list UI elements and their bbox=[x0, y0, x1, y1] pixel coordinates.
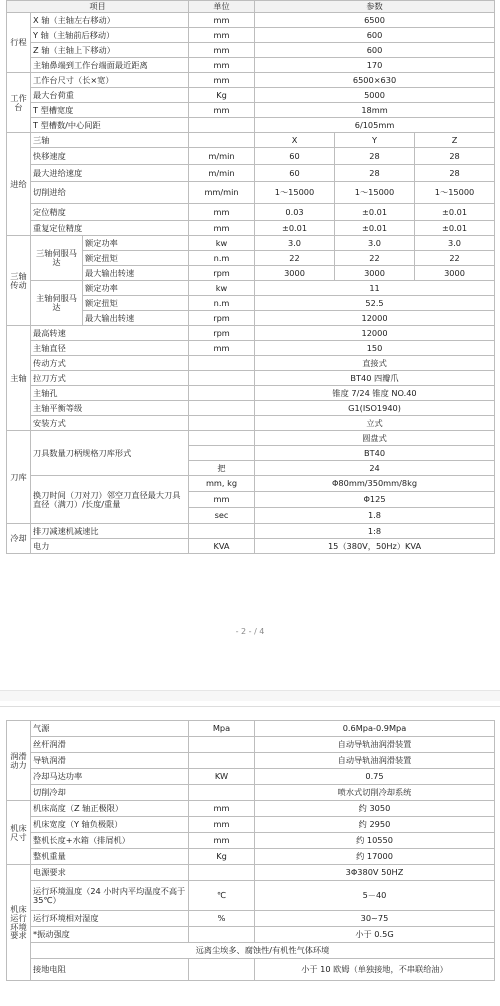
row-unit bbox=[189, 737, 255, 753]
row-value: 自动导轨油润滑装置 bbox=[255, 737, 495, 753]
axis-y-header: Y bbox=[335, 133, 415, 148]
table-row bbox=[7, 476, 495, 492]
row-label: 安装方式 bbox=[31, 416, 189, 431]
row-label: 快移速度 bbox=[31, 148, 189, 165]
axis-x-header: X bbox=[255, 133, 335, 148]
table-row bbox=[7, 416, 495, 431]
row-value: 约 2950 bbox=[255, 817, 495, 833]
axes-label: 三轴 bbox=[31, 133, 189, 148]
row-unit: mm bbox=[189, 833, 255, 849]
row-value-x: 0.03 bbox=[255, 204, 335, 221]
row-value: 立式 bbox=[255, 416, 495, 431]
row-value-x: 1～15000 bbox=[255, 182, 335, 204]
row-label: 主轴鼻端到工作台端面最近距离 bbox=[31, 58, 189, 73]
table-row bbox=[7, 865, 495, 881]
row-unit: Kg bbox=[189, 88, 255, 103]
row-value-y: 1～15000 bbox=[335, 182, 415, 204]
row-value: 1:8 bbox=[255, 524, 495, 539]
row-value: 18mm bbox=[255, 103, 495, 118]
row-unit: mm bbox=[189, 817, 255, 833]
row-label: 刀具数量刀柄规格刀库形式 bbox=[31, 431, 189, 476]
row-unit bbox=[189, 753, 255, 769]
row-label: X 轴（主轴左右移动） bbox=[31, 13, 189, 28]
spec-table-page-1 bbox=[6, 0, 495, 554]
table-row bbox=[7, 133, 495, 148]
category-size: 机床尺寸 bbox=[7, 801, 31, 865]
table-row bbox=[7, 386, 495, 401]
row-unit: KW bbox=[189, 769, 255, 785]
row-unit: Kg bbox=[189, 849, 255, 865]
table-row bbox=[7, 431, 495, 446]
row-label: 导轨润滑 bbox=[31, 753, 189, 769]
table-row bbox=[7, 204, 495, 221]
row-label: 整机重量 bbox=[31, 849, 189, 865]
row-value-x: 60 bbox=[255, 148, 335, 165]
table-row bbox=[7, 959, 495, 981]
row-value-y: ±0.01 bbox=[335, 221, 415, 236]
row-value: 约 3050 bbox=[255, 801, 495, 817]
category-feed: 进给 bbox=[7, 133, 31, 236]
row-unit: 把 bbox=[189, 461, 255, 476]
row-value: 3Φ380V 50HZ bbox=[255, 865, 495, 881]
header-param: 参数 bbox=[255, 1, 495, 13]
table-row bbox=[7, 118, 495, 133]
row-label: T 型槽宽度 bbox=[31, 103, 189, 118]
table-row bbox=[7, 943, 495, 959]
row-value-y: ±0.01 bbox=[335, 204, 415, 221]
header-row bbox=[7, 1, 495, 13]
page-number: - 2 - / 4 bbox=[235, 627, 265, 636]
row-unit: n.m bbox=[189, 251, 255, 266]
row-unit bbox=[189, 446, 255, 461]
row-value: 小于 0.5G bbox=[255, 927, 495, 943]
row-unit: ℃ bbox=[189, 881, 255, 911]
row-value: 6500 bbox=[255, 13, 495, 28]
row-label: 最大输出转速 bbox=[83, 311, 189, 326]
group-label: 三轴伺服马达 bbox=[31, 236, 83, 281]
row-unit bbox=[189, 386, 255, 401]
row-value-x: 22 bbox=[255, 251, 335, 266]
category-spindle: 主轴 bbox=[7, 326, 31, 431]
row-label: 电源要求 bbox=[31, 865, 189, 881]
category-travel: 行程 bbox=[7, 13, 31, 73]
row-value: 150 bbox=[255, 341, 495, 356]
row-value: 直接式 bbox=[255, 356, 495, 371]
row-value: 自动导轨油润滑装置 bbox=[255, 753, 495, 769]
row-value: 喷水式切削冷却系统 bbox=[255, 785, 495, 801]
table-row bbox=[7, 881, 495, 911]
row-label: 机床高度（Z 轴正极限） bbox=[31, 801, 189, 817]
row-unit: rpm bbox=[189, 311, 255, 326]
row-value-z: 22 bbox=[415, 251, 495, 266]
row-unit: mm bbox=[189, 103, 255, 118]
row-unit: n.m bbox=[189, 296, 255, 311]
row-value-y: 3.0 bbox=[335, 236, 415, 251]
spec-table-page-2 bbox=[6, 720, 495, 981]
table-row bbox=[7, 182, 495, 204]
row-value-x: 60 bbox=[255, 165, 335, 182]
table-row bbox=[7, 103, 495, 118]
row-value: 15（380V，50Hz）KVA bbox=[255, 539, 495, 554]
row-unit bbox=[189, 371, 255, 386]
table-row bbox=[7, 371, 495, 386]
row-label: 最大进给速度 bbox=[31, 165, 189, 182]
row-value: 6500×630 bbox=[255, 73, 495, 88]
table-row bbox=[7, 833, 495, 849]
row-unit bbox=[189, 416, 255, 431]
row-label: 拉刀方式 bbox=[31, 371, 189, 386]
table-row bbox=[7, 165, 495, 182]
row-value-y: 28 bbox=[335, 165, 415, 182]
row-label: 排刀减速机减速比 bbox=[31, 524, 189, 539]
row-value: 5－40 bbox=[255, 881, 495, 911]
row-value: Φ80mm/350mm/8kg bbox=[255, 476, 495, 492]
page-separator bbox=[0, 690, 500, 701]
row-label: 重复定位精度 bbox=[31, 221, 189, 236]
header-item: 项目 bbox=[7, 1, 189, 13]
table-row bbox=[7, 88, 495, 103]
table-row bbox=[7, 753, 495, 769]
row-unit: kw bbox=[189, 281, 255, 296]
table-row bbox=[7, 737, 495, 753]
row-label: 最大台荷重 bbox=[31, 88, 189, 103]
row-unit bbox=[189, 524, 255, 539]
row-unit: KVA bbox=[189, 539, 255, 554]
row-label: 主轴孔 bbox=[31, 386, 189, 401]
table-row bbox=[7, 58, 495, 73]
row-unit bbox=[189, 865, 255, 881]
row-label: 传动方式 bbox=[31, 356, 189, 371]
category-environment: 机床运行环境要求 bbox=[7, 865, 31, 981]
table-row bbox=[7, 341, 495, 356]
row-value-z: 28 bbox=[415, 165, 495, 182]
row-label: 机床宽度（Y 轴负极限） bbox=[31, 817, 189, 833]
table-row bbox=[7, 148, 495, 165]
row-unit: % bbox=[189, 911, 255, 927]
row-unit: rpm bbox=[189, 326, 255, 341]
row-value: 圆盘式 bbox=[255, 431, 495, 446]
group-label: 主轴伺服马达 bbox=[31, 281, 83, 326]
row-value: 12000 bbox=[255, 311, 495, 326]
row-label: 冷却马达功率 bbox=[31, 769, 189, 785]
header-unit: 单位 bbox=[189, 1, 255, 13]
row-value: 6/105mm bbox=[255, 118, 495, 133]
table-row bbox=[7, 801, 495, 817]
row-value: 小于 10 欧姆（单独接地，不串联给油） bbox=[255, 959, 495, 981]
table-row bbox=[7, 73, 495, 88]
row-unit bbox=[189, 959, 255, 981]
page-top-edge bbox=[0, 706, 500, 707]
category-magazine: 刀库 bbox=[7, 431, 31, 524]
row-value: 600 bbox=[255, 28, 495, 43]
row-unit: sec bbox=[189, 508, 255, 524]
row-value-y: 3000 bbox=[335, 266, 415, 281]
row-unit: mm bbox=[189, 73, 255, 88]
row-value: 12000 bbox=[255, 326, 495, 341]
row-value: 600 bbox=[255, 43, 495, 58]
table-row bbox=[7, 721, 495, 737]
row-value: 锥度 7/24 锥度 NO.40 bbox=[255, 386, 495, 401]
row-value-z: ±0.01 bbox=[415, 204, 495, 221]
row-unit: m/min bbox=[189, 165, 255, 182]
row-label: 额定扭矩 bbox=[83, 251, 189, 266]
table-row bbox=[7, 524, 495, 539]
row-value: 约 10550 bbox=[255, 833, 495, 849]
row-label: 气源 bbox=[31, 721, 189, 737]
row-value-z: 28 bbox=[415, 148, 495, 165]
table-row bbox=[7, 911, 495, 927]
table-row bbox=[7, 785, 495, 801]
row-label: 接地电阻 bbox=[31, 959, 189, 981]
row-label: 额定功率 bbox=[83, 281, 189, 296]
row-label: 额定功率 bbox=[83, 236, 189, 251]
table-row bbox=[7, 13, 495, 28]
category-worktable: 工作台 bbox=[7, 73, 31, 133]
row-value: G1(ISO1940) bbox=[255, 401, 495, 416]
row-unit: mm, kg bbox=[189, 476, 255, 492]
row-value-z: 1～15000 bbox=[415, 182, 495, 204]
table-row bbox=[7, 927, 495, 943]
row-unit: mm bbox=[189, 28, 255, 43]
row-value-z: 3.0 bbox=[415, 236, 495, 251]
row-value-z: ±0.01 bbox=[415, 221, 495, 236]
row-unit bbox=[189, 356, 255, 371]
row-label: 最高转速 bbox=[31, 326, 189, 341]
row-value: 11 bbox=[255, 281, 495, 296]
row-value: BT40 四瓣爪 bbox=[255, 371, 495, 386]
row-label: 切削冷却 bbox=[31, 785, 189, 801]
category-lube: 润滑动力 bbox=[7, 721, 31, 801]
table-row bbox=[7, 356, 495, 371]
row-label: 主轴直径 bbox=[31, 341, 189, 356]
row-value: 170 bbox=[255, 58, 495, 73]
row-value: 24 bbox=[255, 461, 495, 476]
row-label: 定位精度 bbox=[31, 204, 189, 221]
row-unit: kw bbox=[189, 236, 255, 251]
environment-note: 远离尘埃多、腐蚀性/有机性气体环境 bbox=[31, 943, 495, 959]
table-row bbox=[7, 769, 495, 785]
row-value-y: 22 bbox=[335, 251, 415, 266]
table-row bbox=[7, 401, 495, 416]
row-unit bbox=[189, 431, 255, 446]
row-value: BT40 bbox=[255, 446, 495, 461]
row-value-x: 3.0 bbox=[255, 236, 335, 251]
table-row bbox=[7, 817, 495, 833]
table-row bbox=[7, 43, 495, 58]
row-unit: mm bbox=[189, 204, 255, 221]
row-label: 工作台尺寸（长×宽） bbox=[31, 73, 189, 88]
row-label: 运行环境相对湿度 bbox=[31, 911, 189, 927]
row-unit: m/min bbox=[189, 148, 255, 165]
row-unit: mm bbox=[189, 492, 255, 508]
row-value: Φ125 bbox=[255, 492, 495, 508]
row-unit: mm bbox=[189, 58, 255, 73]
row-value: 0.75 bbox=[255, 769, 495, 785]
row-value: 0.6Mpa-0.9Mpa bbox=[255, 721, 495, 737]
row-unit: mm/min bbox=[189, 182, 255, 204]
table-row bbox=[7, 539, 495, 554]
row-unit bbox=[189, 118, 255, 133]
axis-z-header: Z bbox=[415, 133, 495, 148]
row-unit: Mpa bbox=[189, 721, 255, 737]
row-value: 30~75 bbox=[255, 911, 495, 927]
row-value-y: 28 bbox=[335, 148, 415, 165]
row-unit bbox=[189, 401, 255, 416]
row-label: 电力 bbox=[31, 539, 189, 554]
table-row bbox=[7, 221, 495, 236]
row-unit: mm bbox=[189, 221, 255, 236]
row-label: Z 轴（主轴上下移动） bbox=[31, 43, 189, 58]
row-unit: mm bbox=[189, 801, 255, 817]
row-label: 运行环境温度（24 小时内平均温度不高于 35℃） bbox=[31, 881, 189, 911]
table-row bbox=[7, 28, 495, 43]
table-row bbox=[7, 326, 495, 341]
row-label: 整机长度+水箱（排屑机） bbox=[31, 833, 189, 849]
row-value: 52.5 bbox=[255, 296, 495, 311]
row-unit bbox=[189, 785, 255, 801]
row-label: *振动强度 bbox=[31, 927, 189, 943]
row-label: 主轴平衡等级 bbox=[31, 401, 189, 416]
row-value-z: 3000 bbox=[415, 266, 495, 281]
row-value: 约 17000 bbox=[255, 849, 495, 865]
row-unit: mm bbox=[189, 13, 255, 28]
row-label: Y 轴（主轴前后移动） bbox=[31, 28, 189, 43]
row-value: 1.8 bbox=[255, 508, 495, 524]
table-row bbox=[7, 281, 495, 296]
row-label: 最大输出转速 bbox=[83, 266, 189, 281]
row-label: 换刀时间（刀对刀）邻空刀直径最大刀具直径（满刀）/长度/重量 bbox=[31, 476, 189, 524]
row-unit bbox=[189, 927, 255, 943]
row-unit bbox=[189, 133, 255, 148]
row-unit: rpm bbox=[189, 266, 255, 281]
row-label: T 型槽数/中心间距 bbox=[31, 118, 189, 133]
row-label: 丝杆润滑 bbox=[31, 737, 189, 753]
row-label: 额定扭矩 bbox=[83, 296, 189, 311]
row-value-x: ±0.01 bbox=[255, 221, 335, 236]
category-cooling: 冷却 bbox=[7, 524, 31, 554]
row-value-x: 3000 bbox=[255, 266, 335, 281]
row-unit: mm bbox=[189, 341, 255, 356]
row-value: 5000 bbox=[255, 88, 495, 103]
table-row bbox=[7, 236, 495, 251]
row-label: 切削进给 bbox=[31, 182, 189, 204]
category-drive: 三轴传动 bbox=[7, 236, 31, 326]
table-row bbox=[7, 849, 495, 865]
row-unit: mm bbox=[189, 43, 255, 58]
